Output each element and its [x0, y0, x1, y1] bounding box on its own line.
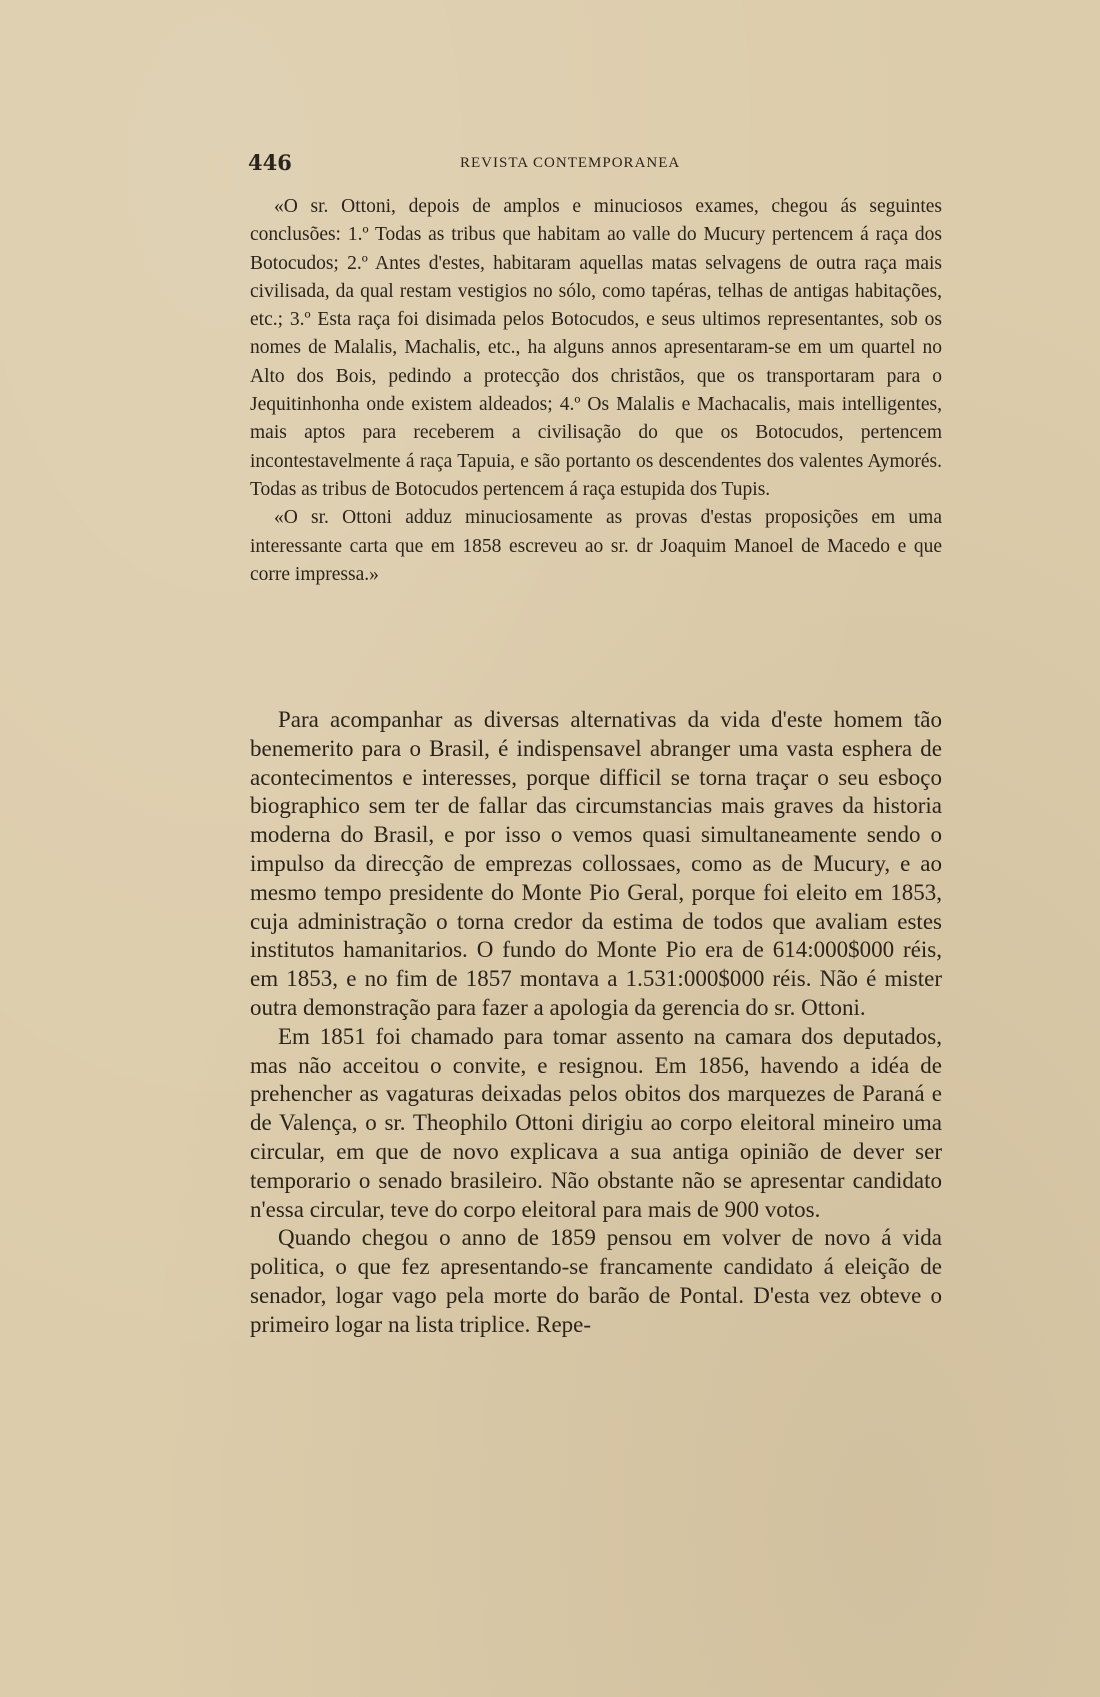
body-paragraph-1: Para acompanhar as diversas alternativas da vida d'este homem tão benemerito para o Brasil, é indispensavel abranger uma vasta esphera de acontecimentos e interesses, porque difficil se torna traçar o seu esboço biographico sem ter de fallar das circumstancias mais graves da historia moderna do Brasil, e por isso o vemos quasi simultaneamente sendo o impulso da direcção de emprezas collossaes, como as de Mucury, e ao mesmo tempo presidente do Monte Pio Geral, porque foi eleito em 1853, cuja administração o torna credor da estima de todos que avaliam estes institutos hamanitarios. O fundo do Monte Pio era de 614:000$000 réis, em 1853, e no fim de 1857 montava a 1.531:000$000 réis. Não é mister outra demonstração para fazer a apologia da gerencia do sr. Ottoni. [250, 707, 942, 1020]
page-number: 446 [248, 150, 292, 175]
body-paragraph-3: Quando chegou o anno de 1859 pensou em volver de novo á vida politica, o que fez apresentando-se francamente candidato á eleição de senador, logar vago pela morte do barão de Pontal. D'esta vez obteve o primeiro logar na lista triplice. Repe- [250, 1225, 942, 1337]
body-text [250, 706, 942, 1340]
page-header [248, 150, 708, 180]
body-paragraph-2: Em 1851 foi chamado para tomar assento na camara dos deputados, mas não acceitou o convite, e resignou. Em 1856, havendo a idéa de prehencher as vagaturas deixadas pelos obitos dos marquezes de Paraná e de Valença, o sr. Theophilo Ottoni dirigiu ao corpo eleitoral mineiro uma circular, em que de novo explicava a sua antiga opinião de dever ser temporario o senado brasileiro. Não obstante não se apresentar candidato n'essa circular, teve do corpo eleitoral para mais de 900 votos. [250, 1023, 942, 1222]
quote-paragraph-1: «O sr. Ottoni, depois de amplos e minuciosos exames, chegou ás seguintes conclusões: 1.º Todas as tribus que habitam ao valle do Mucury pertencem á raça dos Botocudos; 2.º Antes d'estes, habitaram aquellas matas selvagens de outra raça mais civilisada, da qual restam vestigios no sólo, como tapéras, telhas de antigas habitações, etc.; 3.º Esta raça foi disimada pelos Botocudos, e seus ultimos representantes, sob os nomes de Malalis, Machalis, etc., ha alguns annos apresentaram-se em um quartel no Alto dos Bois, pedindo a protecção dos christãos, que os transportaram para o Jequitinhonha onde existem aldeados; 4.º Os Malalis e Machacalis, mais intelligentes, mais aptos para receberem a civilisação do que os Botocudos, pertencem incontestavelmente á raça Tapuia, e são portanto os descendentes dos valentes Aymorés. Todas as tribus de Botocudos pertencem á raça estupida dos Tupis. [250, 196, 942, 500]
quoted-passage [250, 193, 942, 589]
running-title: REVISTA CONTEMPORANEA [460, 155, 681, 171]
quote-paragraph-2: «O sr. Ottoni adduz minuciosamente as provas d'estas proposições em uma interessante carta que em 1858 escreveu ao sr. dr Joaquim Manoel de Macedo e que corre impressa.» [250, 507, 942, 585]
